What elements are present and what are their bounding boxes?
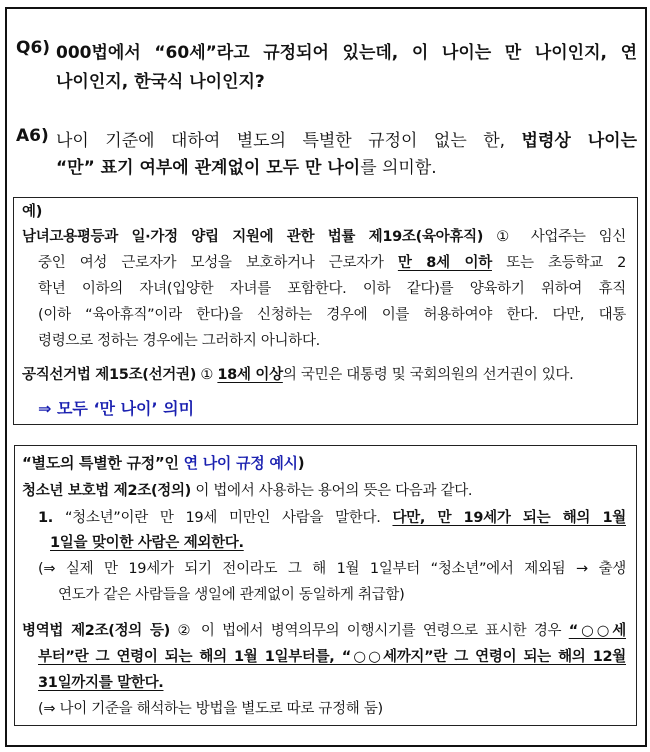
special-law2-line1 — [22, 619, 626, 640]
special-law2-line2: 부터”란 그 연령이 되는 해의 1월 1일부터를, “○○세까지”란 그 연령이 되는 해의 12월 — [38, 649, 626, 665]
answer-text-2: 를 의미함. — [360, 158, 437, 178]
example-law1-line1 — [22, 225, 626, 246]
question-line-2: 나이인지, 한국식 나이인지? — [56, 72, 265, 92]
special-law1-note2: 연도가 같은 사람들을 생일에 관계없이 동일하게 취급함) — [58, 587, 405, 603]
question-label: Q6) — [16, 38, 51, 58]
special-law1-note1: (⇒ 실제 만 19세가 되기 전이라도 그 해 1월 1일부터 “청소년”에서 제외됨 → 출생 — [38, 561, 626, 577]
law-underlined: 만 8세 이하 — [397, 255, 492, 271]
answer-text: 나이 기준에 대하여 별도의 특별한 규정이 없는 한, — [56, 131, 506, 151]
heading-highlight: 연 나이 규정 예시 — [183, 454, 298, 472]
law-text: 이 법에서 사용하는 용어의 뜻은 다음과 같다. — [195, 483, 473, 499]
special-law2-note: (⇒ 나이 기준을 해석하는 방법을 별도로 따로 규정해 둠) — [38, 701, 383, 717]
law-text: ② 이 법에서 병역의무의 이행시기를 연령으로 표시한 경우 — [177, 623, 562, 639]
law-text: ① 사업주는 임신 — [496, 229, 627, 245]
example-law1-line5: 령령으로 정하는 경우에는 그러하지 아니하다. — [38, 333, 320, 349]
law-underlined: 다만, 만 19세가 되는 해의 1월 — [392, 510, 626, 526]
special-law2-line3: 31일까지를 말한다. — [38, 675, 164, 691]
example-conclusion: ⇒ 모두 ‘만 나이’ 의미 — [38, 399, 195, 418]
answer-emphasis: 법령상 나이는 — [521, 131, 638, 151]
example-law1-line2 — [38, 251, 626, 272]
law-text: 중인 여성 근로자가 모성을 보호하거나 근로자가 — [38, 255, 384, 271]
law-title: 병역법 제2조(정의 등) — [22, 623, 170, 639]
law-underlined: 18세 이상 — [217, 367, 283, 383]
law-text: 의 국민은 대통령 및 국회의원의 선거권이 있다. — [282, 367, 574, 383]
special-law1-item — [38, 506, 626, 527]
law-title: 남녀고용평등과 일·가정 양립 지원에 관한 법률 제19조(육아휴직) — [22, 229, 484, 245]
special-law1-item-cont: 1일을 맞이한 사람은 제외한다. — [50, 535, 244, 551]
answer-emphasis-2: “만” 표기 여부에 관계없이 모두 만 나이 — [56, 158, 361, 178]
example-law1-line4: (이하 “육아휴직”이라 한다)을 신청하는 경우에 이를 허용하여야 한다. 다만, 대통 — [38, 307, 626, 323]
law-underlined: “○○세 — [568, 623, 626, 639]
heading-text: “별도의 특별한 규정”인 — [22, 454, 179, 472]
answer-line-2 — [56, 153, 437, 178]
example-law2 — [22, 363, 573, 384]
question-line-1: 000법에서 “60세”라고 규정되어 있는데, 이 나이는 만 나이인지, 연 — [56, 43, 637, 63]
law-text: 또는 초등학교 2 — [506, 255, 626, 271]
law-text: “청소년”이란 만 19세 미만인 사람을 말한다. — [64, 510, 381, 526]
example-law1-line3: 학년 이하의 자녀(입양한 자녀를 포함한다. 이하 같다)를 양육하기 위하여 휴직 — [38, 281, 626, 297]
heading-end: ) — [297, 454, 305, 472]
law-title: 청소년 보호법 제2조(정의) — [22, 483, 192, 499]
answer-line-1 — [56, 126, 637, 151]
clause-number: ① — [200, 367, 214, 383]
item-number: 1. — [38, 510, 53, 526]
answer-label: A6) — [16, 126, 49, 146]
special-heading — [22, 452, 304, 473]
example-heading: 예) — [22, 204, 43, 220]
law-title: 공직선거법 제15조(선거권) — [22, 367, 197, 383]
special-law1-title-line — [22, 479, 472, 500]
